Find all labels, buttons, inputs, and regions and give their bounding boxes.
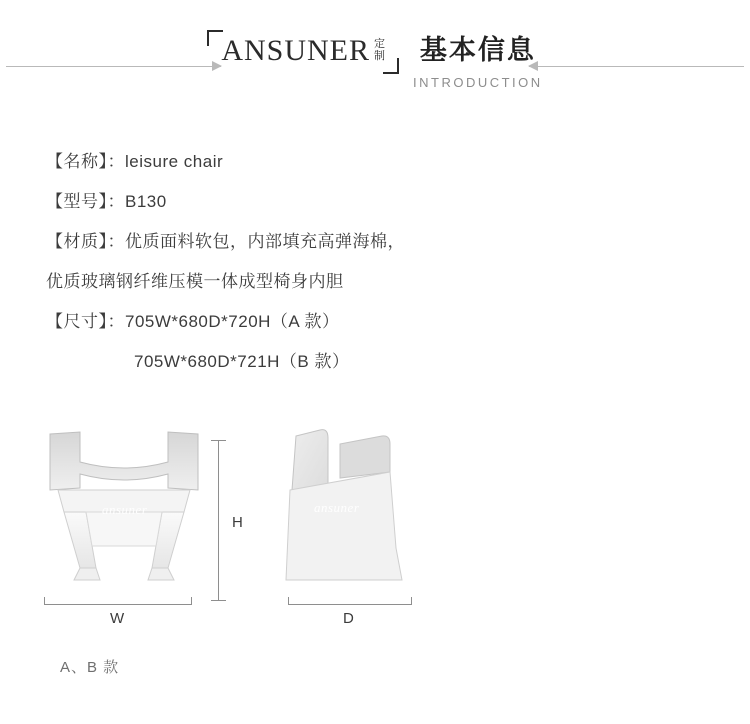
depth-tick-right (411, 597, 412, 605)
depth-baseline (288, 604, 412, 605)
spec-item-size-cont: 705W*680D*721H（B 款） (134, 352, 350, 371)
page-header (0, 0, 750, 120)
spec-item-material: 【材质】：优质面料软包，内部填充高弹海棉， (46, 232, 405, 251)
height-cap-bottom (211, 600, 226, 601)
spec-item-model: 【型号】：B130 (46, 192, 167, 211)
dimension-label-height: H (232, 514, 243, 531)
drawing-caption: A、B 款 (60, 659, 120, 676)
width-tick-left (44, 597, 45, 605)
spec-item-name: 【名称】：leisure chair (46, 152, 224, 171)
brand-subscript-line1: 定 (374, 38, 385, 51)
depth-tick-left (288, 597, 289, 605)
chair-front-view (44, 428, 204, 593)
spec-item-material-cont: 优质玻璃钢纤维压模一体成型椅身内胆 (46, 272, 344, 291)
watermark-front: ansuner (102, 502, 148, 517)
height-line (218, 440, 219, 600)
page-title: 基本信息 (419, 35, 536, 66)
brand-logo (207, 30, 399, 74)
chair-side-view (278, 428, 428, 593)
brand-name: ANSUNER (221, 34, 370, 68)
page-title-block (413, 30, 543, 89)
height-cap-top (211, 440, 226, 441)
header-rule-right (529, 66, 744, 67)
watermark-side: ansuner (314, 500, 360, 515)
spec-list (46, 142, 750, 382)
width-baseline (44, 604, 192, 605)
width-tick-right (191, 597, 192, 605)
dimension-label-depth: D (343, 610, 354, 627)
brand-subscript-line2: 制 (374, 50, 385, 63)
spec-item-size: 【尺寸】：705W*680D*720H（A 款） (46, 312, 340, 331)
header-rule-left (6, 66, 221, 67)
bracket-top-left-icon (207, 30, 223, 46)
header-content (207, 30, 542, 89)
page-subtitle: INTRODUCTION (413, 74, 543, 90)
bracket-bottom-right-icon (383, 58, 399, 74)
dimension-drawings (0, 418, 750, 676)
dimension-label-width: W (110, 610, 125, 627)
